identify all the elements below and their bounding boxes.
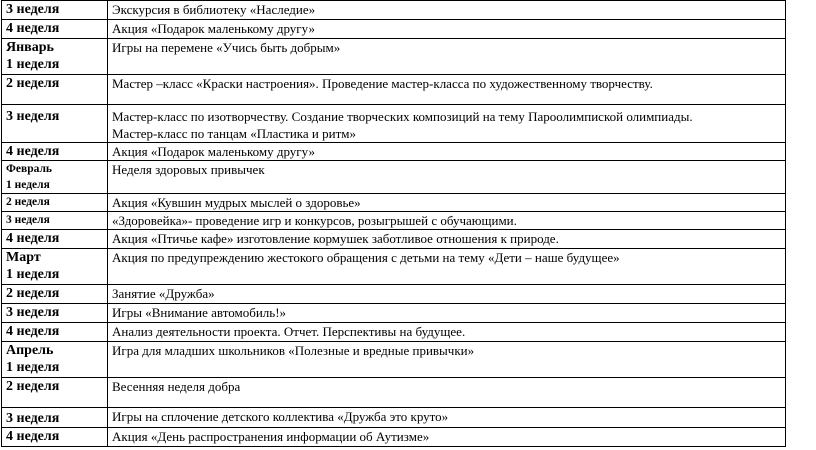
activity-text: «Здоровейка»- проведение игр и конкурсов, розыгрышей с обучающими. xyxy=(112,213,517,228)
month-label: Январь xyxy=(6,40,54,55)
period-cell xyxy=(2,249,108,285)
period-cell xyxy=(2,428,108,447)
period-cell xyxy=(2,75,108,105)
activity-cell xyxy=(108,75,786,105)
activity-cell xyxy=(108,161,786,194)
period-cell xyxy=(2,342,108,378)
activity-text: Игры на сплочение детского коллектива «Дружба это круто» xyxy=(112,409,449,424)
period-cell xyxy=(2,143,108,161)
period-cell xyxy=(2,323,108,342)
activity-text: Игра для младших школьников «Полезные и вредные привычки» xyxy=(112,343,475,358)
month-label: Март xyxy=(6,250,41,265)
activity-text: Мастер-класс по изотворчеству. Создание творческих композиций на тему Пароолимпиской олимпиады. xyxy=(112,109,693,124)
period-cell xyxy=(2,408,108,428)
activity-cell xyxy=(108,304,786,323)
activity-text: Анализ деятельности проекта. Отчет. Перспективы на будущее. xyxy=(112,324,466,339)
period-cell xyxy=(2,105,108,143)
period-label: 4 неделя xyxy=(6,324,60,339)
table-row xyxy=(2,212,786,230)
activity-cell xyxy=(108,285,786,304)
table-row xyxy=(2,1,786,20)
period-label: 3 неделя xyxy=(6,109,60,124)
activity-cell xyxy=(108,1,786,20)
period-label: 1 неделя xyxy=(6,57,60,72)
period-label: 4 неделя xyxy=(6,231,60,246)
activity-cell xyxy=(108,342,786,378)
activity-text: Мастер-класс по танцам «Пластика и ритм» xyxy=(112,126,356,141)
activity-text: Акция «День распространения информации об Аутизме» xyxy=(112,429,430,444)
period-label: 4 неделя xyxy=(6,429,60,444)
activity-cell xyxy=(108,428,786,447)
period-label: 1 неделя xyxy=(6,179,50,191)
period-label: 4 неделя xyxy=(6,144,60,159)
period-cell xyxy=(2,230,108,249)
table-row xyxy=(2,143,786,161)
activity-cell xyxy=(108,194,786,212)
period-cell xyxy=(2,378,108,408)
table-row xyxy=(2,39,786,75)
period-label: 2 неделя xyxy=(6,196,50,208)
table-row xyxy=(2,75,786,105)
activity-text: Акция «Кувшин мудрых мыслей о здоровье» xyxy=(112,195,361,210)
activity-text: Экскурсия в библиотеку «Наследие» xyxy=(112,2,316,17)
period-cell xyxy=(2,194,108,212)
period-label: 2 неделя xyxy=(6,379,60,394)
activity-text: Мастер –класс «Краски настроения». Проведение мастер-класса по художественному творчеству. xyxy=(112,76,653,91)
period-cell xyxy=(2,39,108,75)
activity-text: Акция «Птичье кафе» изготовление кормушек заботливое отношения к природе. xyxy=(112,231,559,246)
period-cell xyxy=(2,1,108,20)
table-row xyxy=(2,230,786,249)
activity-cell xyxy=(108,143,786,161)
table-row xyxy=(2,323,786,342)
table-row xyxy=(2,428,786,447)
month-label: Апрель xyxy=(6,343,54,358)
table-row xyxy=(2,342,786,378)
period-label: 3 неделя xyxy=(6,2,60,17)
period-cell xyxy=(2,304,108,323)
activity-text: Весенняя неделя добра xyxy=(112,379,241,394)
table-row xyxy=(2,304,786,323)
table-row xyxy=(2,285,786,304)
activity-cell xyxy=(108,20,786,39)
period-cell xyxy=(2,285,108,304)
table-row xyxy=(2,249,786,285)
table-row xyxy=(2,105,786,143)
table-row xyxy=(2,161,786,194)
table-row xyxy=(2,378,786,408)
period-label: 3 неделя xyxy=(6,411,60,426)
table-row xyxy=(2,20,786,39)
period-label: 1 неделя xyxy=(6,360,60,375)
period-cell xyxy=(2,212,108,230)
activity-cell xyxy=(108,378,786,408)
activity-cell xyxy=(108,212,786,230)
activity-cell xyxy=(108,105,786,143)
activity-text: Акция «Подарок маленькому другу» xyxy=(112,144,315,159)
activity-cell xyxy=(108,408,786,428)
month-label: Февраль xyxy=(6,163,52,175)
activity-text: Акция «Подарок маленькому другу» xyxy=(112,21,315,36)
period-label: 2 неделя xyxy=(6,76,60,91)
period-label: 4 неделя xyxy=(6,21,60,36)
period-label: 3 неделя xyxy=(6,214,50,226)
table-row xyxy=(2,408,786,428)
activity-text: Занятие «Дружба» xyxy=(112,286,215,301)
activity-text: Акция по предупреждению жестокого обращения с детьми на тему «Дети – наше будущее» xyxy=(112,250,620,265)
period-label: 2 неделя xyxy=(6,286,60,301)
activity-cell xyxy=(108,230,786,249)
period-cell xyxy=(2,20,108,39)
activity-cell xyxy=(108,39,786,75)
schedule-table xyxy=(1,0,786,447)
activity-text: Игры на перемене «Учись быть добрым» xyxy=(112,40,341,55)
table-row xyxy=(2,194,786,212)
period-label: 3 неделя xyxy=(6,305,60,320)
activity-cell xyxy=(108,323,786,342)
period-label: 1 неделя xyxy=(6,267,60,282)
activity-text: Неделя здоровых привычек xyxy=(112,162,265,177)
activity-text: Игры «Внимание автомобиль!» xyxy=(112,305,287,320)
activity-cell xyxy=(108,249,786,285)
period-cell xyxy=(2,161,108,194)
